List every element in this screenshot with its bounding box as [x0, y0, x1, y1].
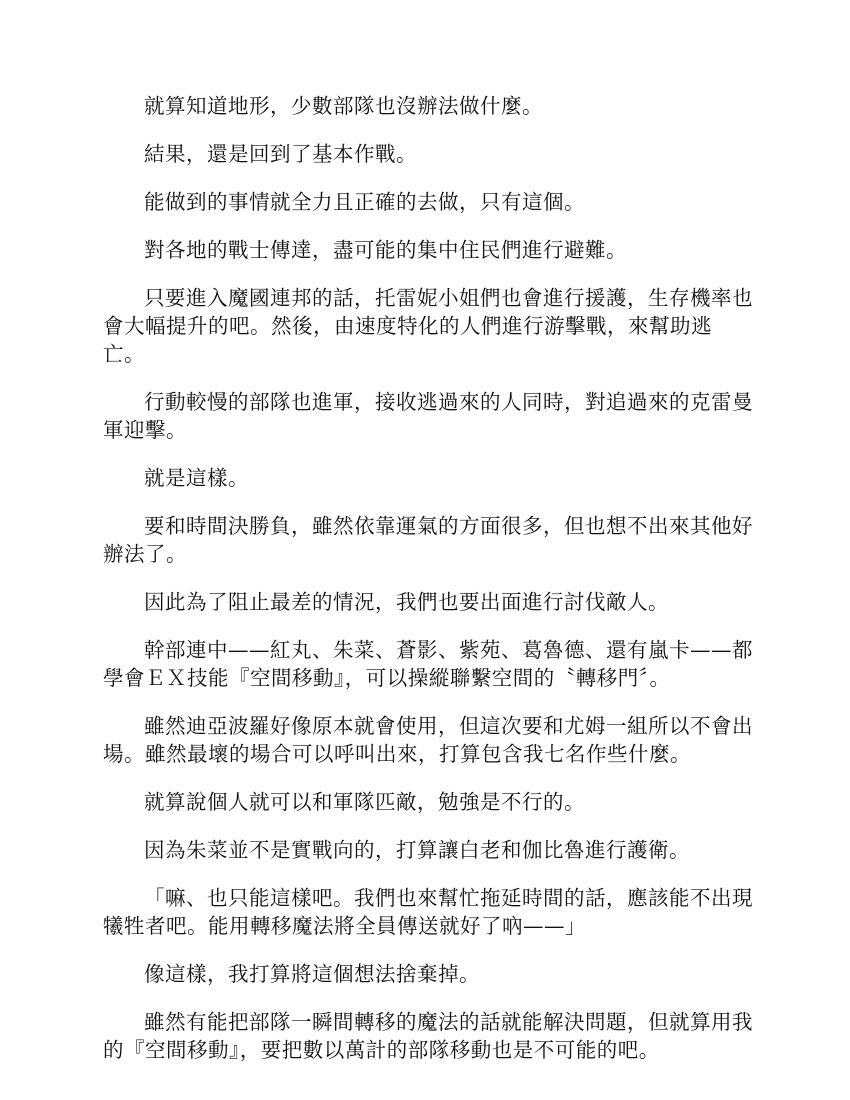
- paragraph: 像這樣，我打算將這個想法捨棄掉。: [144, 962, 480, 986]
- paragraph: 只要進入魔國連邦的話，托雷妮小姐們也會進行援護，生存機率也會大幅提升的吧。然後，由速度特化的人們進行游擊戰，來幫助逃亡。: [103, 286, 753, 366]
- paragraph: 幹部連中——紅丸、朱菜、蒼影、紫苑、葛魯德、還有嵐卡——都學會ＥＸ技能『空間移動』，可以操縱聯繫空間的〝轉移門〞。: [103, 638, 753, 690]
- paragraph: 「嘛、也只能這樣吧。我們也來幫忙拖延時間的話，應該能不出現犧牲者吧。能用轉移魔法將全員傳送就好了吶——」: [103, 886, 753, 938]
- paragraph: 就算知道地形，少數部隊也沒辦法做什麼。: [144, 94, 543, 118]
- paragraph: 因為朱菜並不是實戰向的，打算讓白老和伽比魯進行護衛。: [144, 838, 690, 862]
- paragraph: 對各地的戰士傳達，盡可能的集中住民們進行避難。: [144, 238, 627, 262]
- paragraph: 就是這樣。: [144, 466, 249, 490]
- body-text: [103, 92, 753, 1084]
- paragraph: 結果，還是回到了基本作戰。: [144, 142, 417, 166]
- paragraph: 能做到的事情就全力且正確的去做，只有這個。: [144, 190, 585, 214]
- paragraph: 行動較慢的部隊也進軍，接收逃過來的人同時，對追過來的克雷曼軍迎擊。: [103, 390, 753, 442]
- paragraph: 因此為了阻止最差的情況，我們也要出面進行討伐敵人。: [144, 590, 669, 614]
- paragraph: 雖然有能把部隊一瞬間轉移的魔法的話就能解決問題，但就算用我的『空間移動』，要把數以萬計的部隊移動也是不可能的吧。: [103, 1010, 753, 1062]
- paragraph: 就算說個人就可以和軍隊匹敵，勉強是不行的。: [144, 790, 585, 814]
- paragraph: 雖然迪亞波羅好像原本就會使用，但這次要和尤姆一組所以不會出場。雖然最壞的場合可以呼叫出來，打算包含我七名作些什麼。: [103, 714, 753, 766]
- paragraph: 要和時間決勝負，雖然依靠運氣的方面很多，但也想不出來其他好辦法了。: [103, 514, 753, 566]
